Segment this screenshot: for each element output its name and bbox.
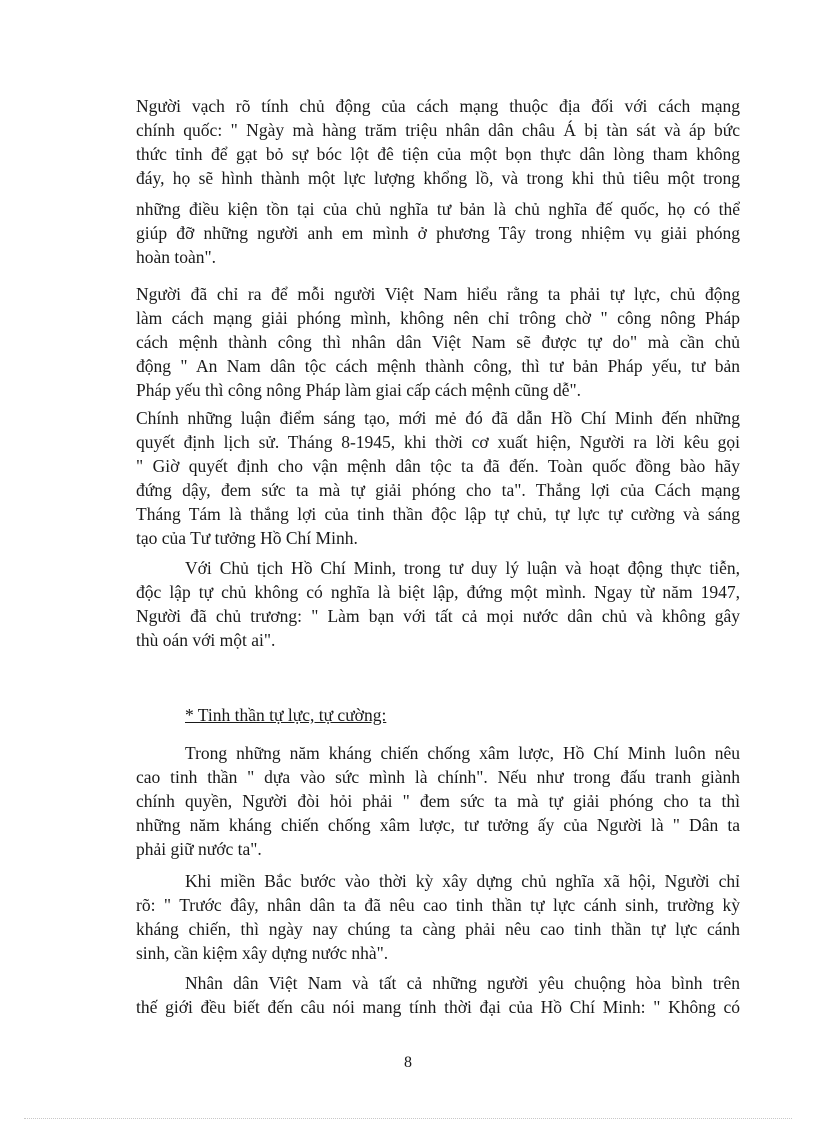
text-line: Khi miền Bắc bước vào thời kỳ xây dựng chủ nghĩa xã hội, Người chỉ (185, 871, 740, 891)
text-line: thức tỉnh để gạt bỏ sự bóc lột đê tiện của một bọn thực dân lòng tham không (136, 144, 740, 164)
text-line: Pháp yếu thì công nông Pháp làm giai cấp cách mệnh cũng dễ". (136, 380, 582, 400)
paragraph-3 (136, 282, 740, 402)
text-line: chính quyền, Người đòi hỏi phải " đem sức ta mà tự giải phóng cho ta thì (136, 791, 740, 811)
text-line: thù oán với một ai". (136, 630, 276, 650)
paragraph-5 (136, 556, 740, 652)
text-line: Trong những năm kháng chiến chống xâm lược, Hồ Chí Minh luôn nêu (185, 743, 740, 763)
text-line: quyết định lịch sử. Tháng 8-1945, khi thời cơ xuất hiện, Người ra lời kêu gọi (136, 432, 740, 452)
section-heading: * Tinh thần tự lực, tự cường: (185, 705, 387, 725)
text-line: thế giới đều biết đến câu nói mang tính thời đại của Hồ Chí Minh: " Không có (136, 997, 740, 1017)
text-line: giúp đỡ những người anh em mình ở phương Tây trong nhiệm vụ giải phóng (136, 223, 740, 243)
paragraph-7 (136, 869, 740, 965)
text-line: đáy, họ sẽ hình thành một lực lượng khổng lồ, và trong khi thủ tiêu một trong (136, 168, 740, 188)
text-line: độc lập tự chủ không có nghĩa là biệt lập, đứng một mình. Ngay từ năm 1947, (136, 582, 740, 602)
text-line: Với Chủ tịch Hồ Chí Minh, trong tư duy lý luận và hoạt động thực tiễn, (185, 558, 740, 578)
text-line: Người vạch rõ tính chủ động của cách mạng thuộc địa đối với cách mạng (136, 96, 740, 116)
text-line: Chính những luận điểm sáng tạo, mới mẻ đó đã dẫn Hồ Chí Minh đến những (136, 408, 740, 428)
text-line: hoàn toàn". (136, 247, 217, 267)
text-line: Nhân dân Việt Nam và tất cả những người yêu chuộng hòa bình trên (185, 973, 740, 993)
text-line: những năm kháng chiến chống xâm lược, tư tưởng ấy của Người là " Dân ta (136, 815, 740, 835)
text-line: rõ: " Trước đây, nhân dân ta đã nêu cao tinh thần tự lực cánh sinh, trường kỳ (136, 895, 740, 915)
text-line: những điều kiện tồn tại của chủ nghĩa tư bản là chủ nghĩa đế quốc, họ có thể (136, 199, 740, 219)
paragraph-2 (136, 197, 740, 269)
text-line: kháng chiến, thì ngày nay chúng ta càng phải nêu cao tinh thần tự lực cánh (136, 919, 740, 939)
text-line: sinh, cần kiệm xây dựng nước nhà". (136, 943, 389, 963)
text-line: " Giờ quyết định cho vận mệnh dân tộc ta đã đến. Toàn quốc đồng bào hãy (136, 456, 740, 476)
text-line: động " An Nam dân tộc cách mệnh thành công, thì tư bản Pháp yếu, tư bản (136, 356, 740, 376)
text-line: chính quốc: " Ngày mà hàng trăm triệu nhân dân châu Á bị tàn sát và áp bức (136, 120, 740, 140)
text-line: tạo của Tư tưởng Hồ Chí Minh. (136, 528, 358, 548)
text-line: làm cách mạng giải phóng mình, không nên chỉ trông chờ " công nông Pháp (136, 308, 740, 328)
paragraph-4 (136, 406, 740, 550)
text-line: Người đã chủ trương: " Làm bạn với tất cả mọi nước dân chủ và không gây (136, 606, 740, 626)
text-line: Người đã chỉ ra để mỗi người Việt Nam hiểu rằng ta phải tự lực, chủ động (136, 284, 740, 304)
paragraph-1 (136, 94, 740, 190)
text-line: cao tinh thần " dựa vào sức mình là chính". Nếu như trong đấu tranh giành (136, 767, 740, 787)
text-line: cách mệnh thành công thì nhân dân Việt Nam sẽ được tự do" mà cần chủ (136, 332, 740, 352)
page-number: 8 (404, 1054, 412, 1071)
paragraph-8 (136, 971, 740, 1019)
page-bottom-divider (24, 1118, 792, 1119)
paragraph-6 (136, 741, 740, 861)
text-line: phải giữ nước ta". (136, 839, 262, 859)
text-line: Tháng Tám là thắng lợi của tinh thần độc lập tự chủ, tự lực tự cường và sáng (136, 504, 740, 524)
text-line: đứng dậy, đem sức ta mà tự giải phóng cho ta". Thắng lợi của Cách mạng (136, 480, 740, 500)
